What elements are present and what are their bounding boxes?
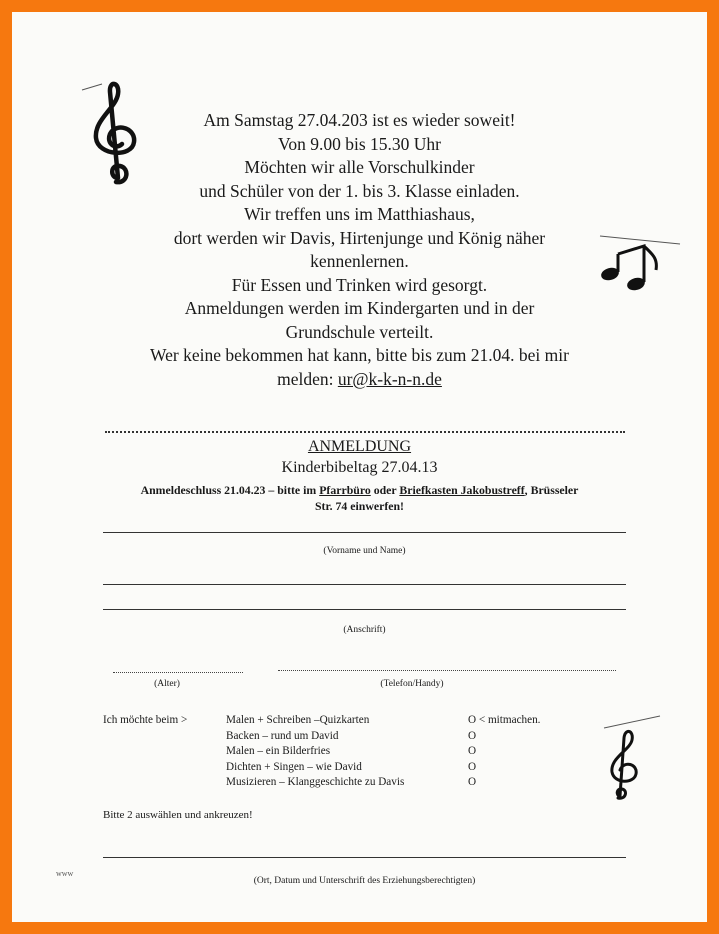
intro-line: Möchten wir alle Vorschulkinder: [244, 157, 475, 177]
signature-label: (Ort, Datum und Unterschrift des Erziehungsberechtigten): [253, 876, 476, 886]
choice-intro: Ich möchte beim >: [103, 714, 188, 726]
deadline-text: Anmeldeschluss 21.04.23 – bitte im Pfarrbüro oder Briefkasten Jakobustreff, Brüsseler Str. 74 einwerfen!: [140, 483, 579, 513]
activity-checkbox[interactable]: O: [468, 760, 477, 773]
watermark: www: [56, 869, 74, 878]
intro-line: Am Samstag 27.04.203 ist es wieder soweit!: [203, 110, 516, 130]
intro-line: Von 9.00 bis 15.30 Uhr: [277, 133, 442, 154]
activity-item: Musizieren – Klanggeschichte zu Davis: [226, 776, 405, 789]
activity-item: Malen – ein Bilderfries: [226, 745, 331, 758]
event-line: Kinderbibeltag 27.04.13: [281, 459, 438, 476]
intro-line: und Schüler von der 1. bis 3. Klasse einladen.: [199, 180, 520, 201]
intro-line: dort werden wir Davis, Hirtenjunge und König näher: [173, 227, 546, 248]
phone-field[interactable]: [278, 670, 616, 671]
intro-line: Für Essen und Trinken wird gesorgt.: [231, 274, 488, 295]
small-treble-clef-icon: [598, 712, 668, 802]
intro-line: Wer keine bekommen hat kann, bitte bis zum 21.04. bei mir: [150, 345, 569, 365]
address-field-line1[interactable]: [103, 584, 626, 585]
flyer-page: [12, 12, 707, 922]
address-label: (Anschrift): [343, 625, 386, 635]
address-field-line2[interactable]: [103, 609, 626, 610]
intro-line: Wir treffen uns im Matthiashaus,: [244, 204, 475, 224]
form-title: ANMELDUNG: [307, 438, 412, 455]
instruction-text: Bitte 2 auswählen und ankreuzen!: [103, 809, 253, 821]
invitation-text: [12, 109, 707, 391]
activity-item: Backen – rund um David: [226, 729, 339, 742]
activity-checkbox[interactable]: O: [468, 729, 477, 742]
name-label: (Vorname und Name): [323, 546, 406, 556]
contact-prefix: melden:: [277, 368, 338, 389]
intro-line: Grundschule verteilt.: [285, 321, 434, 342]
activity-item: Malen + Schreiben –Quizkarten: [226, 714, 370, 726]
activity-checkbox[interactable]: O: [468, 745, 477, 758]
activity-list: [226, 713, 476, 791]
cut-line: [105, 431, 625, 433]
age-label: (Alter): [154, 679, 180, 689]
signature-field[interactable]: [103, 857, 626, 858]
age-field[interactable]: [113, 672, 243, 673]
intro-line: kennenlernen.: [310, 251, 409, 271]
checkbox-list: [468, 713, 598, 791]
intro-line: Anmeldungen werden im Kindergarten und in der: [184, 298, 535, 318]
phone-label: (Telefon/Handy): [380, 679, 444, 689]
activity-checkbox[interactable]: O < mitmachen.: [468, 714, 541, 726]
intro-line-contact: [12, 368, 707, 392]
email-link[interactable]: ur@k-k-n-n.de: [337, 368, 442, 389]
activity-checkbox[interactable]: O: [468, 776, 477, 789]
name-field[interactable]: [103, 532, 626, 533]
activity-item: Dichten + Singen – wie David: [226, 760, 362, 773]
